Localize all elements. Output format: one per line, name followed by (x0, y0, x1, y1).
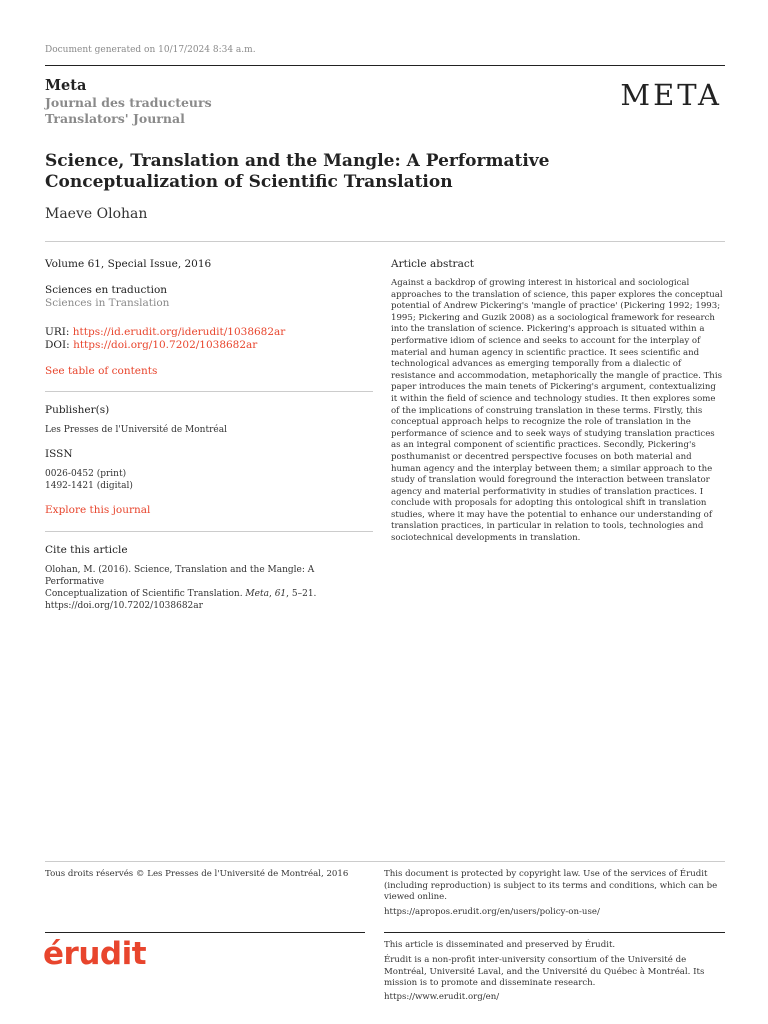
divider (45, 531, 373, 532)
publisher-heading: Publisher(s) (45, 404, 110, 416)
header-rule (45, 65, 725, 66)
meta-logo: MΕTA (620, 78, 722, 112)
citation-volume: 61 (274, 589, 287, 599)
citation-separator: , (268, 589, 275, 599)
footer-rule-right (384, 932, 725, 933)
footer-rule (45, 861, 725, 862)
journal-subtitle-en: Translators' Journal (45, 111, 185, 126)
dissemination-notice: This article is disseminated and preserved by Érudit. (384, 940, 616, 950)
volume-info: Volume 61, Special Issue, 2016 (45, 258, 212, 270)
citation-line (45, 588, 373, 600)
section-divider (45, 241, 725, 242)
divider (45, 391, 373, 392)
citation-text (45, 564, 373, 612)
footer-rule-left (45, 932, 365, 933)
generation-notice: Document generated on 10/17/2024 8:34 a.m. (45, 45, 256, 55)
policy-link[interactable]: https://apropos.erudit.org/en/users/policy-on-use/ (384, 907, 600, 917)
table-of-contents-link[interactable]: See table of contents (45, 365, 158, 377)
doi-link[interactable]: https://doi.org/10.7202/1038682ar (73, 339, 258, 351)
uri-line (45, 326, 373, 338)
issn-digital: 1492-1421 (digital) (45, 481, 133, 491)
publisher-name: Les Presses de l'Université de Montréal (45, 425, 227, 435)
cite-heading: Cite this article (45, 544, 128, 556)
citation-title-part: Conceptualization of Scientific Translation. (45, 589, 246, 599)
citation-doi: https://doi.org/10.7202/1038682ar (45, 601, 203, 611)
journal-subtitle-fr: Journal des traducteurs (45, 95, 212, 110)
issn-heading: ISSN (45, 448, 73, 460)
article-author: Maeve Olohan (45, 206, 148, 222)
issue-title-fr: Sciences en traduction (45, 284, 168, 296)
explore-journal-link[interactable]: Explore this journal (45, 504, 151, 516)
uri-link[interactable]: https://id.erudit.org/iderudit/1038682ar (72, 326, 286, 338)
rights-notice: Tous droits réservés © Les Presses de l'Université de Montréal, 2016 (45, 869, 349, 879)
citation-journal: Meta (245, 589, 269, 599)
citation-line: Olohan, M. (2016). Science, Translation and the Mangle: A Performative (45, 565, 315, 587)
copyright-notice: This document is protected by copyright law. Use of the services of Érudit (including reproduction) is subject to its terms and conditions, which can be viewed online. (384, 869, 718, 902)
citation-pages: , 5–21. (286, 589, 317, 599)
issn-print: 0026-0452 (print) (45, 469, 127, 479)
article-title: Science, Translation and the Mangle: A Performative Conceptualization of Scientific Translation (45, 151, 550, 192)
journal-name: Meta (45, 77, 87, 94)
erudit-website-link[interactable]: https://www.erudit.org/en/ (384, 992, 500, 1002)
uri-label: URI: (45, 326, 70, 338)
consortium-description: Érudit is a non-profit inter-university consortium of the Université de Montréal, Université Laval, and the Université du Québec à Montréal. Its mission is to promote and disseminate research. (384, 955, 705, 988)
issue-title-en: Sciences in Translation (45, 297, 170, 309)
doi-line (45, 339, 373, 351)
doi-label: DOI: (45, 339, 70, 351)
erudit-logo: érudit (43, 936, 147, 972)
abstract-text: Against a backdrop of growing interest in historical and sociological approaches to the translation of science, this paper explores the conceptual potential of Andrew Pickering's 'mangle of practice' (Pickering 1992; 1993; 1995; Pickering and Guzik 2008) as a sociological framework for research into the translation of science. Pickering's approach is situated within a performative idiom of science and seeks to account for the interplay of material and human agency in scientific practice. It sees scientific and technological advances as emerging temporally from a dialectic of resistance and accommodation, metaphorically the mangle of practice. This paper introduces the main tenets of Pickering's argument, contextualizing it within the field of science and technology studies. It then explores some of the implications of construing translation in these terms. Firstly, this conceptual approach helps to recognize the role of translation in the performance of science and to seek ways of studying translation practices as an integral component of scientific practices. Secondly, Pickering's posthumanist or decentred perspective focuses on both material and human agency and the interplay between them; a similar approach to the study of translation would foreground the interaction between translator agency and material performativity in studies of translation practices. I conclude with proposals for adopting this ontological shift in translation studies, where it may have the potential to enhance our understanding of translation practices, in particular in relation to tools, technologies and sociotechnical developments in translation. (391, 278, 723, 544)
abstract-heading: Article abstract (391, 258, 474, 270)
